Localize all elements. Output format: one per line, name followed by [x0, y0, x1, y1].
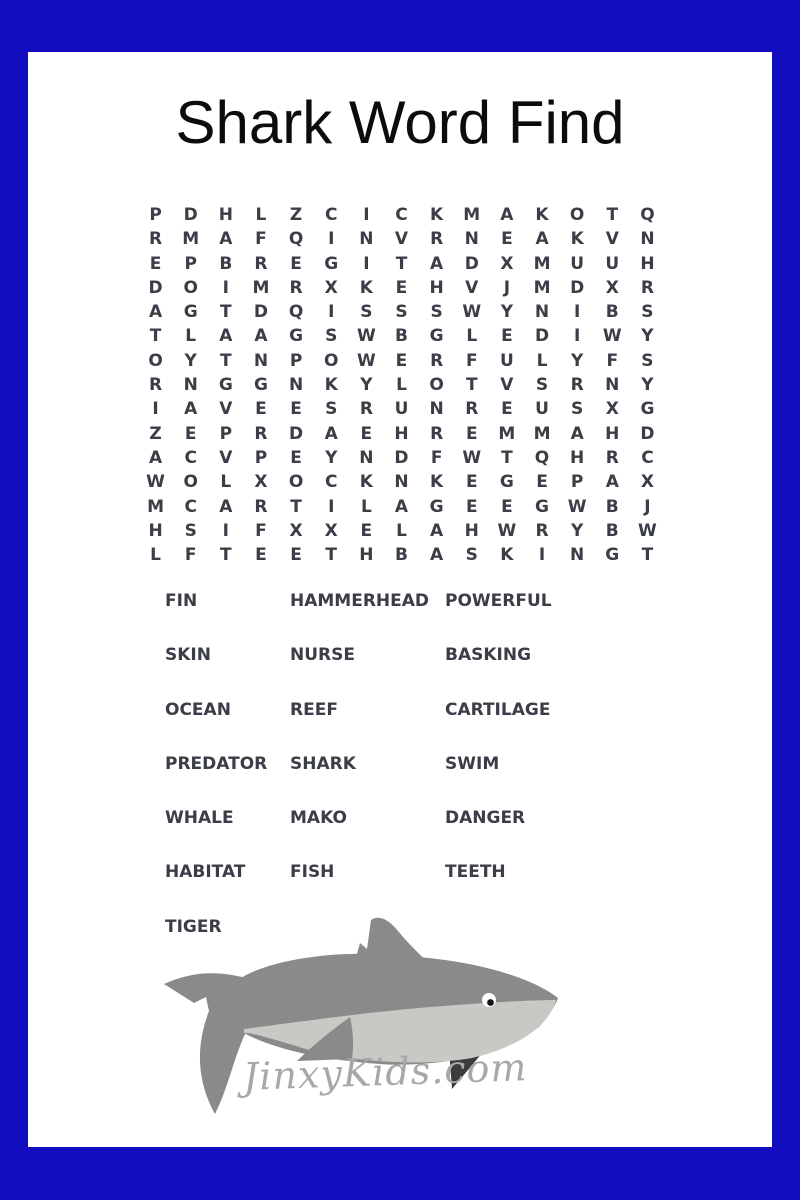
- letter-grid: [138, 203, 665, 568]
- grid-letter: Q: [288, 229, 304, 250]
- grid-letter: N: [464, 229, 479, 250]
- grid-letter: A: [605, 472, 619, 493]
- grid-letter: Q: [288, 302, 304, 323]
- grid-letter: F: [255, 229, 267, 250]
- grid-letter: I: [363, 253, 370, 274]
- grid-letter: Y: [325, 447, 338, 468]
- grid-letter: U: [570, 253, 585, 274]
- grid-letter: S: [571, 399, 584, 420]
- grid-letter: O: [183, 277, 198, 298]
- grid-letter: B: [605, 496, 619, 517]
- grid-letter: T: [641, 545, 654, 566]
- grid-letter: E: [255, 399, 267, 420]
- grid-letter: D: [394, 447, 409, 468]
- grid-letter: M: [252, 277, 270, 298]
- grid-letter: T: [606, 205, 619, 225]
- grid-letter: S: [184, 520, 197, 541]
- grid-letter: R: [149, 229, 163, 250]
- grid-letter: I: [222, 277, 229, 298]
- grid-letter: A: [184, 399, 198, 420]
- grid-letter: G: [429, 496, 444, 517]
- shark-tail-fin: [164, 973, 247, 1114]
- grid-letter: R: [430, 423, 444, 444]
- grid-letter: C: [184, 447, 197, 468]
- grid-letter: F: [184, 545, 197, 566]
- grid-letter: F: [465, 350, 478, 371]
- grid-letter: W: [356, 326, 376, 347]
- grid-letter: A: [535, 229, 549, 250]
- grid-letter: E: [255, 545, 267, 566]
- grid-letter: N: [359, 229, 374, 250]
- grid-letter: E: [501, 496, 513, 517]
- grid-letter: E: [501, 399, 513, 420]
- grid-letter: W: [497, 520, 517, 541]
- grid-letter: M: [533, 277, 551, 298]
- grid-letter: O: [288, 472, 304, 493]
- grid-letter: R: [359, 399, 373, 420]
- word-list-item: SWIM: [445, 753, 500, 774]
- grid-letter: I: [328, 229, 335, 250]
- grid-letter: B: [605, 302, 619, 323]
- grid-letter: R: [254, 496, 268, 517]
- grid-letter: E: [501, 229, 513, 250]
- grid-letter: E: [149, 253, 162, 274]
- grid-letter: H: [148, 520, 163, 541]
- grid-letter: X: [254, 472, 268, 493]
- grid-letter: H: [218, 205, 233, 225]
- grid-letter: O: [148, 350, 163, 371]
- word-list-item: PREDATOR: [165, 753, 268, 774]
- grid-letter: Z: [149, 423, 162, 444]
- word-list-column-2: [290, 593, 429, 919]
- grid-letter: S: [641, 350, 654, 371]
- grid-letter: H: [429, 277, 444, 298]
- word-list-item: BASKING: [445, 645, 532, 666]
- grid-letter: R: [640, 277, 654, 298]
- grid-letter: L: [396, 375, 407, 396]
- grid-letter: C: [324, 205, 338, 225]
- grid-letter: K: [570, 229, 584, 250]
- grid-letter: R: [570, 375, 584, 396]
- grid-letter: G: [253, 375, 268, 396]
- grid-letter: A: [430, 520, 444, 541]
- grid-letter: L: [185, 326, 197, 347]
- grid-letter: X: [324, 277, 338, 298]
- grid-letter: Y: [360, 375, 373, 396]
- grid-letter: N: [534, 302, 550, 323]
- grid-letter: T: [220, 545, 232, 566]
- grid-letter: H: [394, 423, 409, 444]
- grid-letter: O: [569, 205, 585, 225]
- grid-letter: E: [184, 423, 197, 444]
- grid-letter: Y: [571, 350, 584, 371]
- grid-letter: V: [465, 277, 479, 298]
- word-list-item: NURSE: [290, 645, 355, 666]
- grid-letter: N: [640, 229, 655, 250]
- grid-letter: I: [573, 326, 581, 347]
- grid-letter: X: [640, 472, 654, 493]
- grid-letter: Y: [641, 375, 654, 396]
- grid-letter: G: [183, 302, 198, 323]
- grid-letter: Y: [184, 350, 197, 371]
- grid-letter: C: [395, 205, 408, 225]
- grid-letter: R: [289, 277, 303, 298]
- grid-letter: U: [394, 399, 409, 420]
- grid-letter: L: [536, 350, 548, 371]
- grid-letter: A: [148, 302, 163, 323]
- grid-letter: N: [570, 545, 585, 566]
- grid-letter: L: [255, 205, 267, 225]
- grid-letter: W: [602, 326, 622, 347]
- grid-letter: I: [328, 496, 335, 517]
- grid-letter: G: [535, 496, 549, 517]
- grid-letter: X: [605, 399, 619, 420]
- word-list-item: FISH: [290, 862, 335, 883]
- grid-letter: F: [430, 447, 443, 468]
- grid-letter: W: [567, 496, 587, 517]
- grid-letter: R: [535, 520, 549, 541]
- grid-letter: S: [430, 302, 443, 323]
- grid-letter: Q: [640, 205, 655, 225]
- word-list-item: HABITAT: [165, 862, 246, 883]
- grid-letter: S: [325, 399, 338, 420]
- grid-letter: J: [644, 496, 651, 517]
- grid-letter: K: [430, 205, 444, 225]
- grid-letter: I: [152, 399, 159, 420]
- grid-letter: V: [500, 375, 514, 396]
- grid-letter: M: [533, 423, 551, 444]
- grid-letter: M: [463, 205, 481, 225]
- grid-letter: E: [536, 472, 548, 493]
- grid-letter: G: [499, 472, 514, 493]
- grid-letter: A: [219, 496, 233, 517]
- grid-letter: V: [605, 229, 619, 250]
- grid-letter: P: [289, 350, 303, 371]
- grid-letter: S: [360, 302, 373, 323]
- grid-letter: Q: [534, 447, 550, 468]
- grid-letter: F: [606, 350, 619, 371]
- grid-letter: L: [150, 545, 161, 566]
- grid-letter: E: [395, 277, 408, 298]
- grid-letter: N: [183, 375, 198, 396]
- grid-letter: O: [429, 375, 444, 396]
- grid-letter: O: [183, 472, 198, 493]
- grid-letter: H: [464, 520, 479, 541]
- grid-letter: S: [535, 375, 549, 396]
- grid-letter: U: [499, 350, 514, 371]
- grid-letter: B: [395, 545, 408, 566]
- grid-letter: E: [501, 326, 513, 347]
- grid-letter: R: [149, 375, 163, 396]
- word-list-column-3: [445, 593, 552, 919]
- grid-letter: X: [324, 520, 338, 541]
- grid-letter: A: [148, 447, 163, 468]
- word-list-item: TIGER: [165, 916, 222, 937]
- grid-letter: E: [360, 423, 373, 444]
- grid-letter: K: [500, 545, 514, 566]
- grid-letter: K: [359, 472, 373, 493]
- grid-letter: K: [535, 205, 549, 225]
- grid-letter: J: [503, 277, 511, 298]
- grid-letter: C: [641, 447, 654, 468]
- grid-letter: T: [325, 545, 338, 566]
- word-list-item: OCEAN: [165, 699, 231, 720]
- word-list-item: POWERFUL: [445, 591, 552, 611]
- grid-letter: D: [570, 277, 585, 298]
- grid-letter: A: [430, 253, 444, 274]
- grid-letter: P: [219, 423, 233, 444]
- grid-letter: W: [638, 520, 657, 541]
- word-list-item: HAMMERHEAD: [290, 591, 430, 611]
- grid-letter: M: [533, 253, 551, 274]
- grid-letter: A: [430, 545, 444, 566]
- grid-letter: A: [219, 326, 233, 347]
- grid-letter: S: [641, 302, 654, 323]
- grid-letter: E: [290, 545, 302, 566]
- grid-letter: N: [429, 399, 444, 420]
- grid-letter: N: [253, 350, 269, 371]
- grid-letter: T: [220, 302, 232, 323]
- grid-letter: V: [219, 399, 233, 420]
- grid-letter: G: [640, 399, 655, 420]
- grid-letter: A: [500, 205, 514, 225]
- grid-letter: D: [183, 205, 198, 225]
- grid-letter: H: [359, 545, 374, 566]
- word-list-item: DANGER: [445, 808, 526, 829]
- grid-letter: A: [394, 496, 409, 517]
- grid-letter: G: [218, 375, 233, 396]
- grid-letter: I: [222, 520, 229, 541]
- word-list-item: SHARK: [290, 753, 356, 774]
- grid-letter: L: [220, 472, 232, 493]
- grid-letter: G: [324, 253, 339, 274]
- grid-letter: T: [290, 496, 302, 517]
- grid-letter: O: [324, 350, 339, 371]
- grid-letter: B: [605, 520, 619, 541]
- grid-letter: A: [219, 229, 233, 250]
- grid-letter: N: [605, 375, 620, 396]
- grid-letter: N: [394, 472, 409, 493]
- grid-letter: P: [570, 472, 584, 493]
- grid-letter: D: [464, 253, 479, 274]
- grid-letter: D: [534, 326, 550, 347]
- grid-letter: T: [465, 375, 478, 396]
- word-list-item: CARTILAGE: [445, 699, 551, 720]
- grid-letter: Y: [500, 302, 514, 323]
- grid-letter: P: [149, 205, 162, 225]
- grid-letter: Y: [641, 326, 654, 347]
- grid-letter: M: [182, 229, 200, 250]
- word-list-item: MAKO: [290, 808, 347, 829]
- grid-letter: X: [289, 520, 303, 541]
- grid-letter: G: [289, 326, 304, 347]
- grid-letter: Z: [289, 205, 303, 225]
- grid-letter: V: [394, 229, 409, 250]
- grid-letter: H: [640, 253, 655, 274]
- grid-letter: T: [149, 326, 162, 347]
- grid-letter: R: [430, 229, 444, 250]
- grid-letter: R: [465, 399, 479, 420]
- grid-letter: B: [395, 326, 408, 347]
- grid-letter: A: [324, 423, 338, 444]
- grid-letter: P: [254, 447, 268, 468]
- word-list-item: TEETH: [445, 862, 506, 883]
- grid-letter: K: [430, 472, 444, 493]
- shark-pupil: [487, 999, 494, 1006]
- grid-letter: L: [396, 520, 407, 541]
- grid-letter: M: [498, 423, 516, 444]
- grid-letter: B: [219, 253, 233, 274]
- grid-letter: I: [538, 545, 546, 566]
- grid-letter: N: [288, 375, 304, 396]
- grid-letter: X: [500, 253, 514, 274]
- grid-letter: R: [430, 350, 444, 371]
- grid-letter: E: [290, 447, 302, 468]
- word-list-item: REEF: [290, 699, 338, 720]
- grid-letter: E: [465, 423, 478, 444]
- word-list-item: SKIN: [165, 645, 211, 666]
- page-title: Shark Word Find: [175, 89, 625, 156]
- grid-letter: D: [253, 302, 269, 323]
- grid-letter: T: [220, 350, 232, 371]
- grid-letter: K: [324, 375, 338, 396]
- grid-letter: W: [146, 472, 165, 493]
- grid-letter: E: [290, 253, 302, 274]
- grid-letter: I: [573, 302, 581, 323]
- grid-letter: Y: [571, 520, 584, 541]
- grid-letter: T: [501, 447, 513, 468]
- grid-letter: G: [429, 326, 444, 347]
- grid-letter: V: [219, 447, 233, 468]
- shark-dorsal-fin: [354, 918, 430, 964]
- grid-letter: L: [466, 326, 478, 347]
- grid-letter: X: [605, 277, 619, 298]
- grid-letter: W: [462, 447, 482, 468]
- grid-letter: E: [465, 472, 478, 493]
- grid-letter: M: [147, 496, 165, 517]
- grid-letter: D: [148, 277, 163, 298]
- grid-letter: R: [254, 253, 268, 274]
- grid-letter: H: [605, 423, 620, 444]
- grid-letter: C: [184, 496, 197, 517]
- grid-letter: U: [605, 253, 620, 274]
- grid-letter: F: [255, 520, 267, 541]
- grid-letter: E: [290, 399, 302, 420]
- grid-letter: N: [359, 447, 374, 468]
- grid-letter: I: [328, 302, 335, 323]
- grid-letter: P: [184, 253, 197, 274]
- grid-letter: H: [570, 447, 585, 468]
- grid-letter: R: [254, 423, 268, 444]
- grid-letter: A: [254, 326, 268, 347]
- grid-letter: S: [325, 326, 338, 347]
- puzzle-page: [28, 52, 772, 1147]
- grid-letter: I: [363, 205, 370, 225]
- grid-letter: E: [395, 350, 408, 371]
- grid-letter: W: [356, 350, 376, 371]
- grid-letter: T: [395, 253, 408, 274]
- grid-letter: E: [360, 520, 373, 541]
- grid-letter: S: [465, 545, 478, 566]
- grid-letter: U: [535, 399, 549, 420]
- grid-letter: L: [360, 496, 372, 517]
- grid-letter: A: [570, 423, 584, 444]
- grid-letter: D: [289, 423, 304, 444]
- grid-letter: E: [465, 496, 478, 517]
- grid-letter: S: [395, 302, 408, 323]
- word-list-item: WHALE: [165, 808, 234, 829]
- word-list-item: FIN: [165, 591, 198, 611]
- grid-letter: W: [462, 302, 482, 323]
- watermark-text: JinxyKids.com: [242, 1045, 529, 1099]
- grid-letter: R: [605, 447, 619, 468]
- grid-letter: C: [324, 472, 338, 493]
- grid-letter: K: [359, 277, 373, 298]
- grid-letter: G: [605, 545, 620, 566]
- grid-letter: D: [640, 423, 655, 444]
